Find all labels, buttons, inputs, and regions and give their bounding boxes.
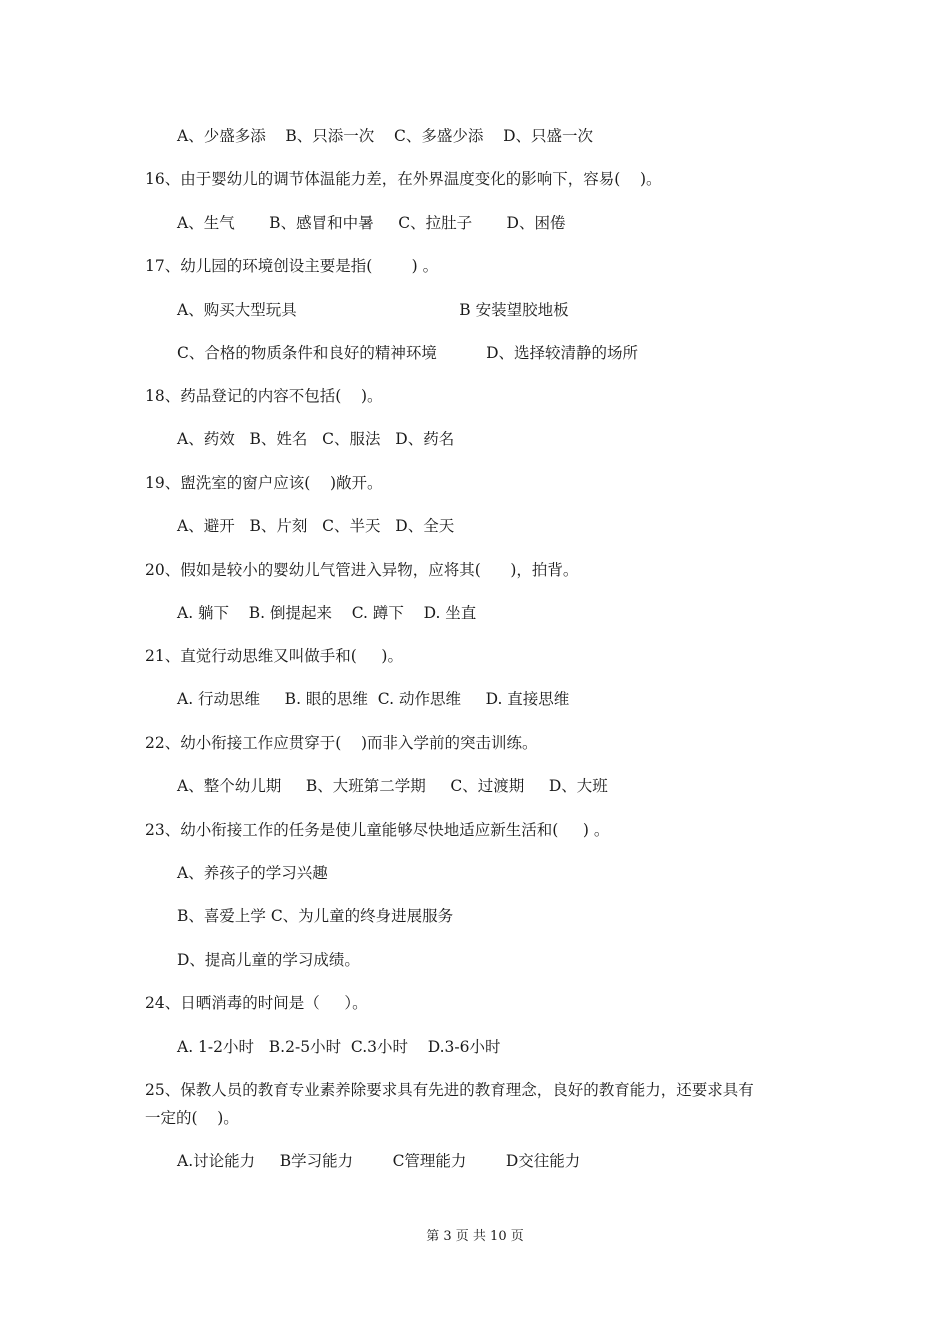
question-21: 21、直觉行动思维又叫做手和( )。	[145, 647, 403, 665]
answer-options-16: A、生气 B、感冒和中暑 C、拉肚子 D、困倦	[177, 214, 566, 232]
answer-options-17-ab: A、购买大型玩具 B 安装望胶地板	[177, 301, 569, 319]
question-19: 19、盥洗室的窗户应该( )敞开。	[145, 474, 383, 492]
answer-options-24: A. 1-2小时 B.2-5小时 C.3小时 D.3-6小时	[177, 1038, 501, 1056]
question-22: 22、幼小衔接工作应贯穿于( )而非入学前的突击训练。	[145, 734, 538, 752]
answer-options-25: A.讨论能力 B学习能力 C管理能力 D交往能力	[177, 1152, 581, 1170]
question-25-line-2: 一定的( )。	[145, 1109, 239, 1127]
answer-options-23-bc: B、喜爱上学 C、为儿童的终身进展服务	[177, 907, 454, 925]
answer-options-18: A、药效 B、姓名 C、服法 D、药名	[177, 430, 455, 448]
question-18: 18、药品登记的内容不包括( )。	[145, 387, 383, 405]
answer-options-19: A、避开 B、片刻 C、半天 D、全天	[177, 517, 455, 535]
answer-options-22: A、整个幼儿期 B、大班第二学期 C、过渡期 D、大班	[177, 777, 608, 795]
question-16: 16、由于婴幼儿的调节体温能力差，在外界温度变化的影响下，容易( )。	[145, 170, 662, 188]
page-footer: 第 3 页 共 10 页	[426, 1229, 524, 1244]
question-23: 23、幼小衔接工作的任务是使儿童能够尽快地适应新生活和( ) 。	[145, 821, 610, 839]
answer-option-23-d: D、提高儿童的学习成绩。	[177, 951, 360, 969]
answer-option-23-a: A、养孩子的学习兴趣	[177, 864, 328, 882]
answer-options-20: A. 躺下 B. 倒提起来 C. 蹲下 D. 坐直	[177, 604, 477, 622]
answer-options-15: A、少盛多添 B、只添一次 C、多盛少添 D、只盛一次	[177, 127, 593, 145]
question-25-line-1: 25、保教人员的教育专业素养除要求具有先进的教育理念，良好的教育能力，还要求具有	[145, 1081, 754, 1099]
answer-options-17-cd: C、合格的物质条件和良好的精神环境 D、选择较清静的场所	[177, 344, 639, 362]
question-17: 17、幼儿园的环境创设主要是指( ) 。	[145, 257, 439, 275]
question-24: 24、日晒消毒的时间是（ ）。	[145, 994, 368, 1012]
answer-options-21: A. 行动思维 B. 眼的思维 C. 动作思维 D. 直接思维	[177, 690, 570, 708]
question-20: 20、假如是较小的婴幼儿气管进入异物，应将其( )，拍背。	[145, 561, 579, 579]
